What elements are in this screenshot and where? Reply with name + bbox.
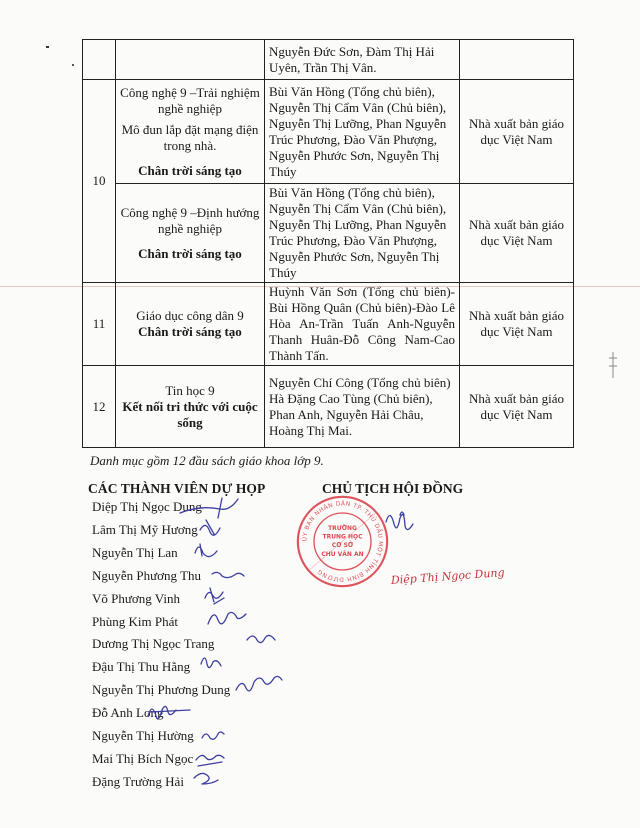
stt-cell [83, 40, 116, 80]
member-signature [200, 520, 220, 535]
member-signature [247, 635, 275, 642]
chair-heading: CHỦ TỊCH HỘI ĐỒNG [322, 481, 464, 496]
book-series: Chân trời sáng tạo [138, 245, 242, 261]
title-cell [116, 40, 265, 80]
authors-line: Hà Đặng Cao Tùng (Chủ biên), Phan Anh, Nguyễn Hải Châu, Hoàng Thị Mai. [269, 390, 433, 438]
scan-speck [72, 64, 74, 66]
stt-cell: 11 [83, 283, 116, 366]
title-cell [116, 184, 265, 283]
member-signature [194, 773, 218, 784]
members-heading: CÁC THÀNH VIÊN DỰ HỌP [88, 481, 266, 496]
publisher-cell [460, 40, 574, 80]
member-name: Đỗ Anh Long [92, 705, 164, 720]
member-signature [212, 572, 244, 577]
member-name: Dương Thị Ngọc Trang [92, 636, 215, 651]
book-title: Giáo dục công dân 9 [136, 308, 244, 323]
book-series: Chân trời sáng tạo [138, 324, 242, 339]
member-name: Lâm Thị Mỹ Hương [92, 522, 198, 537]
title-cell [116, 283, 265, 366]
member-signature [202, 732, 224, 739]
authors-line: Nguyễn Chí Công (Tổng chủ biên) [269, 374, 451, 390]
stamp-inner-text: CƠ SỞ [331, 542, 354, 550]
member-name: Nguyễn Thị Hường [92, 728, 194, 743]
stamp-ring-text: ỦY BAN NHÂN DÂN TP. THỦ DẦU MỘT TỈNH BÌNH DƯƠNG [302, 501, 383, 582]
scan-speck [46, 46, 49, 48]
member-name: Nguyễn Thị Lan [92, 545, 178, 560]
book-title: Công nghệ 9 –Định hướng nghề nghiệp [120, 204, 260, 236]
school-stamp [295, 494, 390, 589]
book-title: Công nghệ 9 –Trải nghiệm nghề nghiệp [120, 84, 260, 116]
table-row [83, 40, 574, 80]
member-signature [236, 676, 282, 691]
member-signature [208, 612, 246, 624]
authors-cell [265, 366, 460, 448]
stamp-inner-text: CHU VĂN AN [321, 550, 364, 558]
publisher-cell: Nhà xuất bản giáo dục Việt Nam [460, 80, 574, 184]
book-series: Kết nối tri thức với cuộc sống [122, 398, 258, 430]
member-name: Nguyễn Phương Thu [92, 568, 202, 583]
member-name: Võ Phương Vinh [92, 591, 181, 606]
chair-name-signed: Diệp Thị Ngọc Dung [390, 566, 505, 587]
member-name: Diệp Thị Ngọc Dung [92, 499, 202, 514]
book-series: Chân trời sáng tạo [138, 162, 242, 178]
authors-cell: Bùi Văn Hồng (Tổng chủ biên), Nguyễn Thị Cẩm Vân (Chủ biên), Nguyễn Thị Lưỡng, Phan Nguyễn Trúc Phương, Đào Văn Phượng, Nguyễn Phước Sơn, Nguyễn Thị Thúy [265, 80, 460, 184]
stt-cell: 12 [83, 366, 116, 448]
list-note: Danh mục gồm 12 đầu sách giáo khoa lớp 9. [90, 453, 324, 468]
member-name: Phùng Kim Phát [92, 614, 178, 629]
chair-signature [386, 512, 413, 530]
stamp-inner-text: TRƯỜNG [328, 525, 357, 533]
member-signature [205, 588, 224, 604]
stt-cell: 10 [83, 80, 116, 283]
authors-cell: Nguyễn Đức Sơn, Đàm Thị Hải Uyên, Trần Thị Vân. [265, 40, 460, 80]
table-row [83, 80, 574, 184]
margin-mark [604, 350, 622, 380]
member-signature [195, 544, 217, 557]
publisher-cell: Nhà xuất bản giáo dục Việt Nam [460, 283, 574, 366]
member-signature [201, 658, 221, 668]
title-cell [116, 80, 265, 184]
table-row [83, 366, 574, 448]
table-row [83, 184, 574, 283]
publisher-cell: Nhà xuất bản giáo dục Việt Nam [460, 184, 574, 283]
member-signature [196, 755, 224, 766]
book-module: Mô đun lắp đặt mạng điện trong nhà. [121, 121, 259, 153]
title-cell [116, 366, 265, 448]
member-name: Đậu Thị Thu Hằng [92, 659, 191, 674]
textbook-table [82, 39, 574, 448]
book-title: Tin học 9 [165, 382, 215, 398]
publisher-cell: Nhà xuất bản giáo dục Việt Nam [460, 366, 574, 448]
authors-cell: Bùi Văn Hồng (Tổng chủ biên), Nguyễn Thị Cẩm Vân (Chủ biên), Nguyễn Thị Lưỡng, Phan Nguyễn Trúc Phương, Đào Văn Phượng, Nguyễn Phước Sơn, Nguyễn Thị Thúy [265, 184, 460, 283]
authors-cell: Huỳnh Văn Sơn (Tổng chủ biên)- Bùi Hồng Quân (Chủ biên)-Đào Lê Hòa An-Trần Tuấn Anh-Nguyễn Thanh Huân-Đỗ Công Nam-Cao Thành Tấn. [265, 283, 460, 366]
member-name: Mai Thị Bích Ngọc [92, 751, 194, 766]
member-name: Nguyễn Thị Phương Dung [92, 682, 231, 697]
member-name: Đặng Trường Hải [92, 774, 184, 789]
stamp-inner-text: TRUNG HỌC [322, 533, 363, 541]
table-row [83, 283, 574, 366]
